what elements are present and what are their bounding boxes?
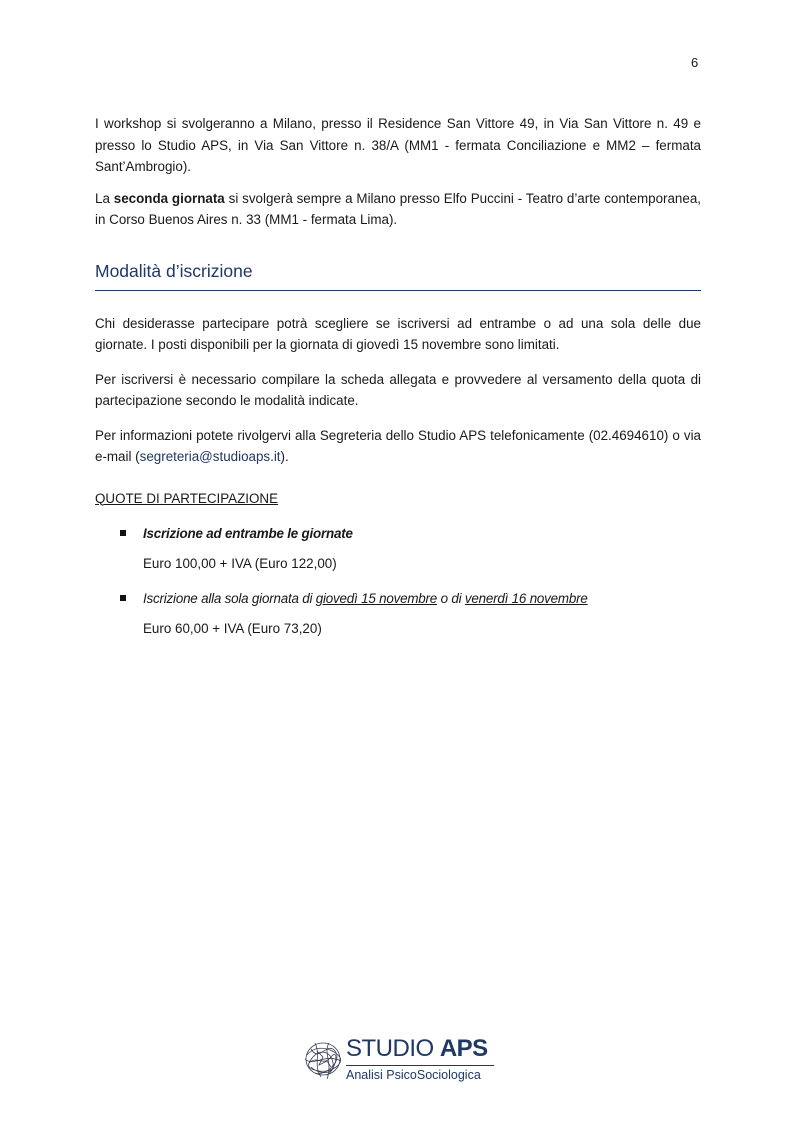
- fee-title: [143, 589, 701, 609]
- logo-divider: [346, 1065, 494, 1066]
- choice-paragraph: Chi desiderasse partecipare potrà scegliere se iscriversi ad entrambe o ad una sola delle due giornate. I posti disponibili per la giornata di giovedì 15 novembre sono limitati.: [95, 315, 701, 352]
- second-day-emphasis: seconda giornata: [113, 190, 225, 206]
- fee-price: Euro 100,00 + IVA (Euro 122,00): [143, 555, 337, 571]
- square-bullet-icon: [120, 595, 126, 601]
- document-body: [95, 113, 701, 639]
- logo-name: [346, 1035, 488, 1063]
- venue-paragraph: I workshop si svolgeranno a Milano, presso il Residence San Vittore 49, in Via San Vittore n. 49 e presso lo Studio APS, in Via San Vittore n. 38/A (MM1 - fermata Conciliazione e MM2 – fermata Sant’Ambrogio).: [95, 116, 701, 174]
- second-day-lead: La: [95, 190, 114, 206]
- logo-name-studio: STUDIO: [346, 1035, 440, 1062]
- fees-title: QUOTE DI PARTECIPAZIONE: [95, 490, 279, 506]
- second-day-paragraph: [95, 188, 701, 231]
- logo-name-aps: APS: [439, 1035, 488, 1062]
- fee-day-thursday: giovedì 15 novembre: [315, 590, 438, 606]
- fee-item-both-days: [95, 524, 701, 574]
- fees-list: [95, 524, 701, 639]
- registration-paragraph: Per iscriversi è necessario compilare la scheda allegata e provvedere al versamento della quota di partecipazione secondo le modalità indicate.: [95, 371, 701, 408]
- contact-lead: Per informazioni potete rivolgervi alla Segreteria dello Studio APS telefonicamente (02.4694610) o via e-mail (: [95, 427, 701, 464]
- fee-title: Iscrizione ad entrambe le giornate: [143, 525, 353, 541]
- contact-tail: ).: [280, 449, 289, 464]
- contact-paragraph: [95, 425, 701, 468]
- logo-tagline: Analisi PsicoSociologica: [346, 1068, 481, 1082]
- fee-item-single-day: [95, 589, 701, 639]
- email-link[interactable]: segreteria@studioaps.it: [139, 449, 281, 464]
- square-bullet-icon: [120, 530, 126, 536]
- studio-aps-logo: [301, 1035, 501, 1087]
- scribble-globe-icon: [301, 1037, 345, 1083]
- second-day-rest: si svolgerà sempre a Milano presso Elfo Puccini - Teatro d’arte contemporanea, in Corso Buenos Aires n. 33 (MM1 - fermata Lima).: [95, 190, 701, 227]
- section-heading: Modalità d’iscrizione: [95, 261, 701, 291]
- fee-price: Euro 60,00 + IVA (Euro 73,20): [143, 620, 322, 636]
- fee-title-mid: o di: [437, 590, 465, 606]
- fee-title-lead: Iscrizione alla sola giornata di: [143, 590, 316, 606]
- page-number: 6: [691, 55, 699, 70]
- fee-day-friday: venerdì 16 novembre: [464, 590, 588, 606]
